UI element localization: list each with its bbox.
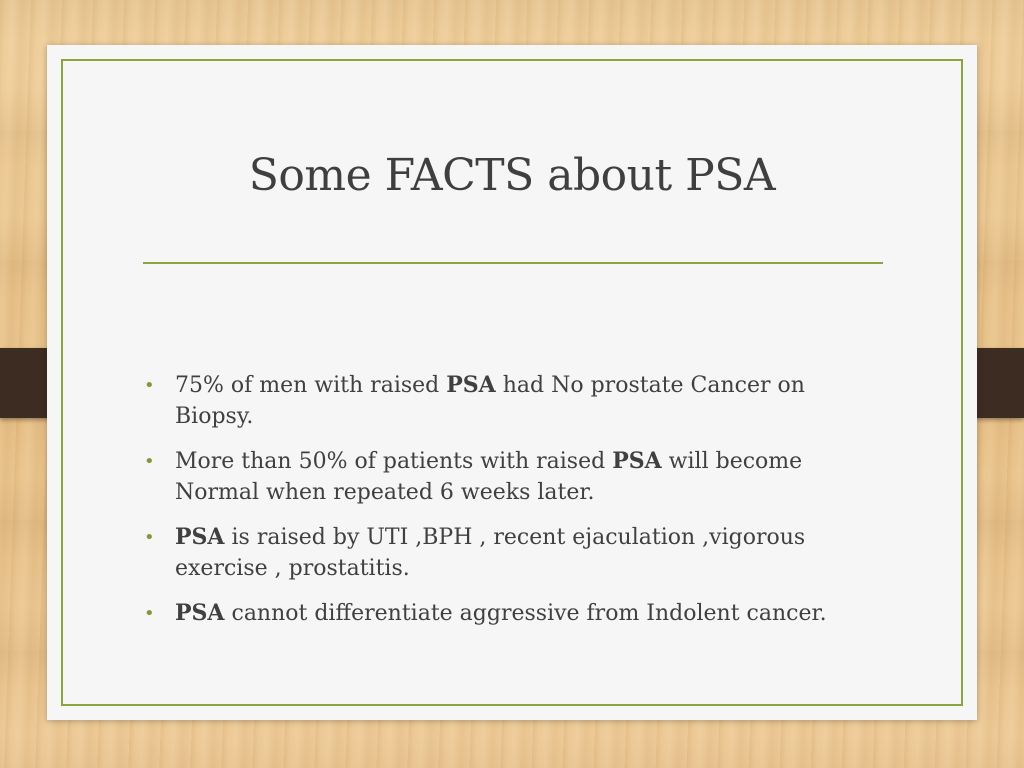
bullet-text-bold: PSA (175, 600, 225, 626)
bullet-text-after: had No prostate Cancer on Biopsy. (175, 373, 805, 429)
bullet-item-2 (144, 446, 864, 508)
bullet-item-4 (144, 598, 864, 629)
title-divider (143, 262, 883, 264)
bullet-text-before: More than 50% of patients with raised (175, 449, 613, 474)
bullet-list (144, 370, 864, 643)
bullet-text-after: will become Normal when repeated 6 weeks later. (175, 449, 803, 505)
bullet-text-after: is raised by UTI ,BPH , recent ejaculation ,vigorous exercise , prostatitis. (175, 525, 806, 581)
bullet-icon: • (144, 451, 155, 472)
bullet-text-bold: PSA (612, 448, 662, 474)
slide-card (47, 45, 977, 720)
bullet-icon: • (144, 527, 155, 548)
slide-title: Some FACTS about PSA (248, 150, 776, 201)
bullet-text-after: cannot differentiate aggressive from Indolent cancer. (224, 601, 827, 626)
bullet-icon: • (144, 603, 155, 624)
bullet-text-bold: PSA (175, 524, 225, 550)
bullet-text-before: 75% of men with raised (175, 373, 447, 398)
bullet-icon: • (144, 375, 155, 396)
bullet-item-1 (144, 370, 864, 432)
bullet-text-bold: PSA (446, 372, 496, 398)
bullet-item-3 (144, 522, 864, 584)
